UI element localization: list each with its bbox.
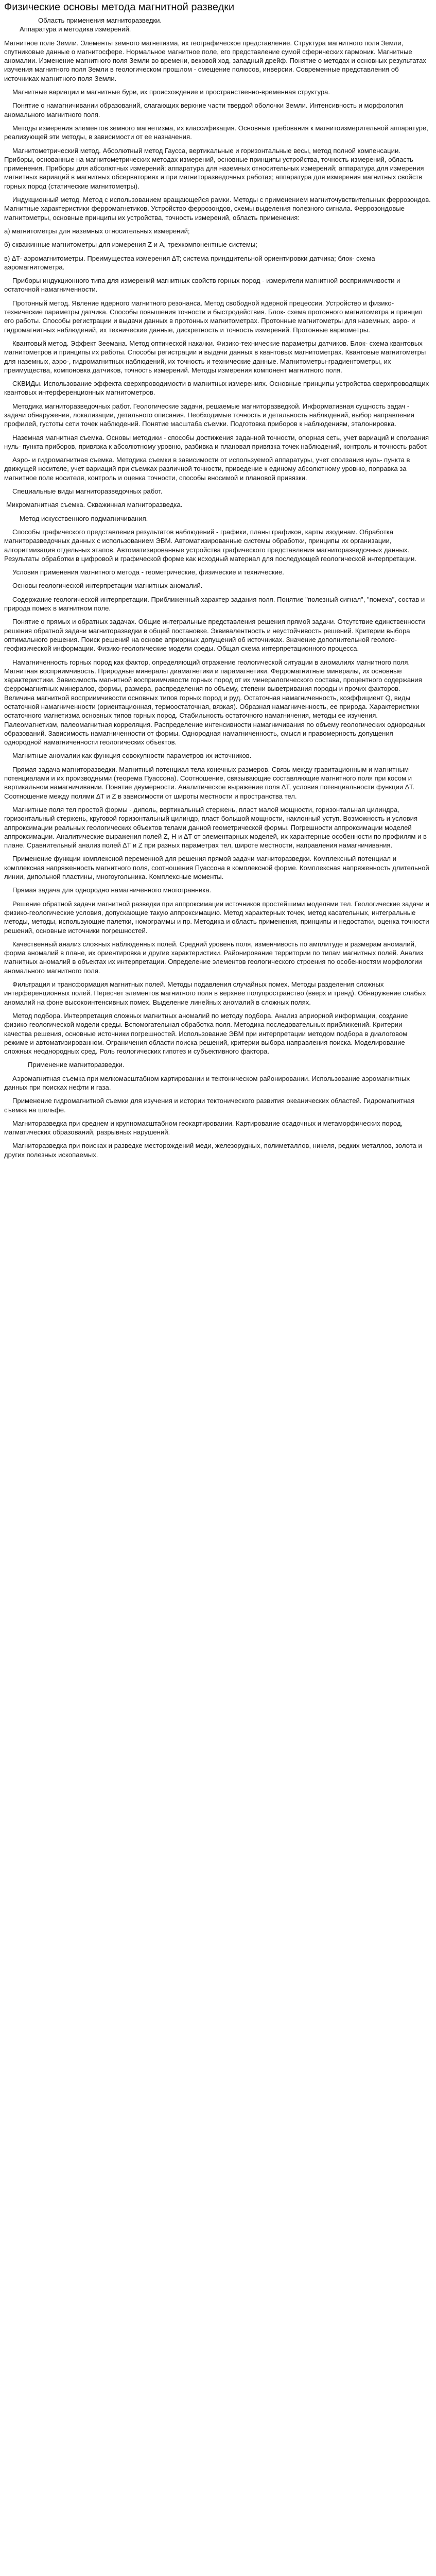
paragraph-hydromagnetic: Применение гидромагнитной съемки для изучения и истории тектонического развития океанических областей. Гидромагнитная съемка на шельфе.	[4, 1097, 415, 1114]
paragraph-induction-devices: Приборы индукционного типа для измерений магнитных свойств горных пород - измерители магнитной восприимчивости и остаточной намагниченности.	[4, 277, 400, 294]
paragraph-artificial-magnetization: Метод искусственного подмагничивания.	[20, 514, 148, 522]
list-item-b: б) скважинные магнитометры для измерения Z и A, трехкомпонентные системы;	[4, 241, 257, 249]
paragraph-inverse-solution: Решение обратной задачи магнитной разведки при аппроксимации источников простейшими моделями тел. Геологические задачи и физико-геологические условия, допускающие такую аппроксимацию. Метод характерных точек, метод касательных, интегральные методы, методы, использующие палетки, номограммы и пр. Методика и область применения, принципы и недостатки, оценка точности решений, основные источники погрешностей.	[4, 900, 429, 935]
paragraph-special-survey: Специальные виды магниторазведочных работ.	[12, 487, 163, 496]
paragraph-survey-methodology: Методика магниторазведочных работ. Геологические задачи, решаемые магниторазведкой. Информативная сущность задач - задачи обнаружения, локализации, детального описания. Необходимые точность и детальность наблюдений, выбор направления профилей, густоты сети точек наблюдений. Понятие масштаба съемки. Подготовка приборов к наблюдениям, эталонировка.	[4, 402, 414, 428]
paragraph-induction-method: Индукционный метод. Метод с использованием вращающейся рамки. Методы с применением магниточувствительных феррозондов. Магнитные характеристики ферромагнетиков. Устройство феррозондов, схемы выделения полезного сигнала. Феррозондовые магнитометры, основные принципы их устройства, точность измерений, область применения:	[4, 196, 431, 222]
paragraph-anomalies-function: Магнитные аномалии как функция совокупности параметров их источников.	[12, 752, 252, 760]
section-heading-magnetic-application: Применение магниторазведки.	[28, 1061, 125, 1069]
paragraph-aeromagnetic: Аэромагнитная съемка при мелкомасштабном картировании и тектоническом районировании. Использование аэромагнитных данных при поисках нефти и газа.	[4, 1074, 410, 1091]
paragraph-direct-problem: Прямая задача магниторазведки. Магнитный потенциал тела конечных размеров. Связь между гравитационным и магнитным потенциалами и их производными (теорема Пуассона). Соотношение, связывающие составляющие магнитного поля при косом и вертикальном намагничивании. Понятие двумерности. Аналитическое выражение поля ∆T, условия потенциальности функции ∆T. Соотношение между полями ∆T и Z в зависимости от широты местности и пространства тел.	[4, 765, 415, 800]
paragraph-mapping: Магниторазведка при среднем и крупномасштабном геокартировании. Картирование осадочных и метаморфических пород, магматических образований, разрывных нарушений.	[4, 1119, 403, 1137]
paragraph-magnetization: Понятие о намагничивании образований, слагающих верхние части твердой оболочки Земли. Интенсивность и морфология аномального магнитного поля.	[4, 101, 404, 118]
paragraph-direct-inverse-problems: Понятие о прямых и обратных задачах. Общие интегральные представления решения прямой задачи. Отсутствие единственности решения обратной задачи магниторазведки в общей постановке. Эквивалентность и неустойчивость решений. Критерии выбора оптимального решения. Поиск решений на основе априорных допущений об источниках. Значение дополнительной геолого-геофизической информации. Физико-геологические модели среды. Общая схема интерпретационного процесса.	[4, 618, 425, 653]
paragraph-quantum-method: Квантовый метод. Эффект Зеемана. Метод оптической накачки. Физико-технические параметры датчиков. Блок- схема квантовых магнитометров и принципы их работы. Способы регистрации и выдачи данных в квантовых магнитометрах. Квантовые магнитометры для наземных, аэро-, гидромагнитных наблюдений, их точность и технические данные. Магнитометры-градиентометры, их преимущества, компоновка датчиков, точность измерений. Методы измерения компонент магнитного поля.	[4, 339, 426, 374]
section-heading-interpretation: Основы геологической интерпретации магнитных аномалий.	[12, 582, 203, 590]
paragraph-squid: СКВИДы. Использование эффекта сверхпроводимости в магнитных измерениях. Основные принципы устройства сверхпроводящих квантовых интерференционных магнитометров.	[4, 380, 429, 397]
section-heading-application: Область применения магниторазведки.	[38, 16, 162, 24]
paragraph-magnetometric-method: Магнитометрический метод. Абсолютный метод Гаусса, вертикальные и горизонтальные весы, метод полной компенсации. Приборы, основанные на магнитометрических методах измерений, основные принципы устройства, точность измерений, область применения. Приборы для абсолютных измерений; аппаратура для наземных относительных измерений; аппаратура для измерения магнитных вариаций в магнитных обсерваториях и при магниторазведочных работах; аппаратура для измерения магнитных свойств горных пород (статические магнитометры).	[4, 146, 424, 190]
paragraph-polyhedron: Прямая задача для однородно намагниченного многогранника.	[12, 886, 212, 894]
paragraph-simple-bodies: Магнитные поля тел простой формы - диполь, вертикальный стержень, пласт малой мощности, горизонтальная цилиндра, горизонтальный стержень, круговой горизонтальный цилиндр, пласт большой мощности, наклонный уступ. Возможность и условия аппроксимации реальных геологических объектов телами данной геометрической формы. Погрешности аппроксимации моделей аппроксимации. Аналитические выражения полей Z, H и ∆T от элементарных моделей, их характерные особенности по профилям и в плане. Сравнительный анализ полей ∆T и Z при разных параметрах тел, широте местности, направления намагничивания.	[4, 805, 427, 850]
paragraph-variations: Магнитные вариации и магнитные бури, их происхождение и пространственно-временная структура.	[12, 88, 330, 96]
page-title: Физические основы метода магнитной разведки	[4, 2, 235, 13]
paragraph-earth-field: Магнитное поле Земли. Элементы земного магнетизма, их географическое представление. Структура магнитного поля Земли, спутниковые данные о магнитосфере. Нормальное магнитное поле, его представление сумой сферических гармоник. Магнитные аномалии. Изменение магнитного поля Земли во времени, вековой ход, западный дрейф. Понятие о методах и основных результатах изучения магнитного поля Земли в геологическом прошлом - смещение полюсов, инверсии. Современные представления об источниках магнитного поля Земли.	[4, 39, 426, 82]
paragraph-rock-magnetization: Намагниченность горных пород как фактор, определяющий отражение геологической ситуации в аномалиях магнитного поля. Магнитная восприимчивость. Природные минералы диамагнетики и парамагнетики. Ферромагнитные минералы, их основные характеристики. Зависимость магнитной восприимчивости горных пород от их минералогического состава, процентного содержания ферромагнитных минералов, формы, размера, распределения по объему, степени выветривания породы и прочих факторов. Величина магнитной восприимчивости основных типов горных пород и руд. Остаточная намагниченность, коэффициент Q, виды остаточной намагниченности (ориентационная, термоостаточная, вязкая). Образная намагниченность, ее природа. Характеристики остаточного магнетизма основных типов горных пород. Стабильность остаточного намагничения, методы ее изучения. Палеомагнетизм, палеомагнитная корреляция. Распределение интенсивности намагничивания по объему геологических однородных образований. Зависимость намагниченности от формы. Однородная намагниченность, смысл и правомерность допущения однородной намагниченности геологических объектов.	[4, 658, 426, 747]
paragraph-qualitative-analysis: Качественный анализ сложных наблюденных полей. Средний уровень поля, изменчивость по амплитуде и размерам аномалий, форма аномалий в плане, их ориентировка и другие характеристики. Районирование территории по типам магнитных полей. Анализ магнитных аномалий в объектах их интерпретации. Определение элементов геологического строения по особенностям морфологии аномального магнитного поля.	[4, 940, 423, 975]
paragraph-proton-method: Протонный метод. Явление ядерного магнитного резонанса. Метод свободной ядерной прецессии. Устройство и физико-технические параметры датчика. Способы повышения точности и быстродействия. Блок- схема протонного магнитометра и принцип его работы. Способы регистрации и выдачи данных в протонных магнитометрах. Протонные магнитометры для наземных, аэро- и гидромагнитных наблюдений, их технические данные, дискретность и точность измерений. Протонные вариометры.	[4, 299, 423, 334]
paragraph-prospecting: Магниторазведка при поисках и разведке месторождений меди, железорудных, полиметаллов, никеля, редких металлов, золота и других полезных ископаемых.	[4, 1142, 422, 1159]
paragraph-aero-survey: Аэро- и гидромагнитная съемка. Методика съемки в зависимости от используемой аппаратуры, учет сползания нуль- пункта в движущей носителе, учет вариаций при съемках различной точности, приведение к единому абсолютному уровню, поправка за магнитное поле носителя, контроль и оценка точности, способы вносимой и плановой привязки.	[4, 456, 410, 482]
paragraph-interpretation-content: Содержание геологической интерпретации. Приближенный характер задания поля. Понятие "полезный сигнал", "помеха", состав и природа помех в магнитном поле.	[4, 595, 425, 613]
section-heading-equipment: Аппаратура и методика измерений.	[20, 25, 131, 33]
paragraph-application-conditions: Условия применения магнитного метода - геометрические, физические и технические.	[12, 568, 284, 577]
paragraph-fitting-method: Метод подбора. Интерпретация сложных магнитных аномалий по методу подбора. Анализ априорной информации, создание физико-геологической модели среды. Вспомогательная обработка поля. Методика последовательных приближений. Критерии качества решения, основные источники погрешностей. Использование ЭВМ при интерпретации методом подбора в диалоговом режиме и автоматизированном. Ограничения области поиска решений, критерии выбора направления поиска. Моделирование сложных неоднородных сред. Роль геологических гипотез и субъективного фактора.	[4, 1011, 408, 1056]
list-item-c: в) ∆T- аэромагнитометры. Преимущества измерения ∆T; система приндцительной ориентировки датчика; блок- схема аэромагнитометра.	[4, 254, 375, 271]
paragraph-complex-variable: Применение функции комплексной переменной для решения прямой задачи магниторазведки. Комплексный потенциал и комплексная напряженность магнитного поля, соотношения Пуассона в комплексной форме. Комплексная напряженность длительной линии, дипольной пластины, многоугольника. Комплексные моменты.	[4, 855, 429, 881]
paragraph-filtering: Фильтрация и трансформация магнитных полей. Методы подавления случайных помех. Методы разделения сложных интерференционных полей. Пересчет элементов магнитного поля в верхнее полупространство (вверх и тренд). Обнаружение слабых аномалий на фоне высокоинтенсивных помех. Выделение линейных аномалий в сложных полях.	[4, 980, 426, 1006]
paragraph-ground-survey: Наземная магнитная съемка. Основы методики - способы достижения заданной точности, опорная сеть, учет вариаций и сползания нуль- пункта приборов, привязка к абсолютному уровню, разбивка и плановая привязка точек наблюдений, контроль и точность работ.	[4, 433, 429, 450]
document-page	[0, 0, 436, 1169]
paragraph-micro-survey: Микромагнитная съемка. Скважинная магниторазведка.	[6, 501, 183, 509]
paragraph-measurement-methods: Методы измерения элементов земного магнетизма, их классификация. Основные требования к магнитоизмерительной аппаратуре, реализующей эти методы, в зависимости от ее назначения.	[4, 124, 428, 141]
paragraph-graphical-representation: Способы графического представления результатов наблюдений - графики, планы графиков, карты изодинам. Обработка магниторазведочных данных с использованием ЭВМ. Автоматизированные системы обработки, принципы их организации, алгоритмизация отдельных этапов. Автоматизированные устройства графического представления магниторазведочных данных. Результаты обработки в цифровой и графической форме как исходный материал для последующей геологической интерпретации.	[4, 528, 416, 563]
list-item-a: а) магнитометры для наземных относительных измерений;	[4, 227, 190, 235]
